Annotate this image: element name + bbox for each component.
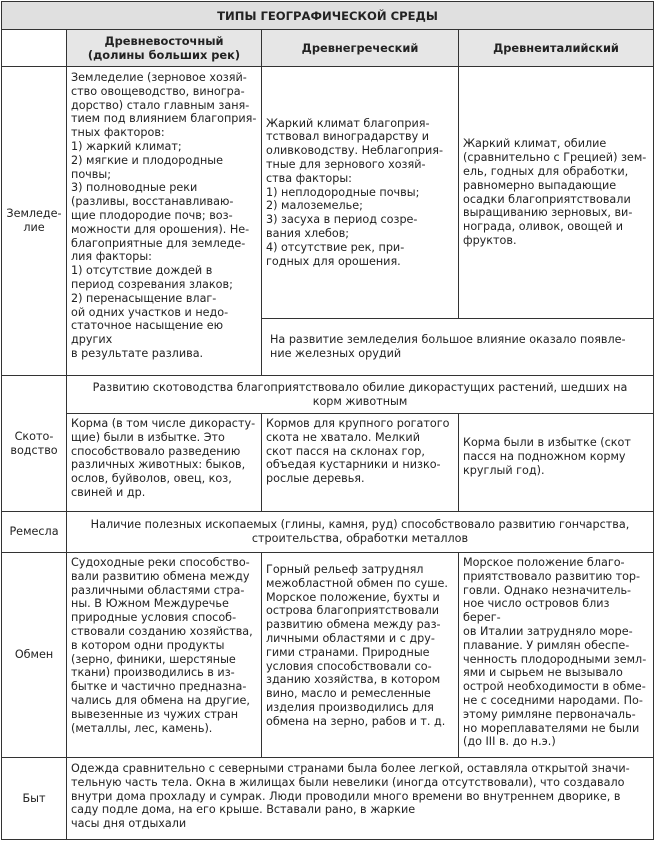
livestock-east: Корма (в том числе дикорасту- щие) были в избытке. Это способствовало разведению различных животных: быков, ослов, буйволов, овец, коз, свиней и др. xyxy=(66,413,262,512)
livestock-greek: Кормов для крупного рогатого скота не хватало. Мелкий скот пасся на склонах гор, объедая кустарники и низко- рослые деревья. xyxy=(261,413,459,512)
livestock-italic: Корма были в избытке (скот пасся на подножном корму круглый год). xyxy=(458,413,654,512)
agriculture-greek xyxy=(261,66,459,319)
corner-cell xyxy=(1,29,67,67)
exchange-greek: Горный рельеф затруднял межобластной обмен по суше. Морское положение, бухты и острова благоприятствовали развитию обмена между раз- личными областями и с дру- гими странами. Природные условия способствовали со- зданию хозяйства, в котором вино, масло и ремесленные изделия производились для обмена на зерно, рабов и т. д. xyxy=(261,552,459,758)
life-shared: Одежда сравнительно с северными странами была более легкой, оставляла открытой значи- тельную часть тела. Окна в жилищах были невелики (иногда отсутствовали), что создавало внутри дома прохладу и сумрак. Люди проводили много времени во внутреннем дворике, в саду подле дома, на его крыше. Вставали рано, в жаркие часы дня отдыхали xyxy=(66,757,654,840)
agriculture-italic-text: Жаркий климат, обилие (сравнительно с Грецией) зем- ель, годных для обработки, равномерно выпадающие осадки благоприятствовали выращиванию зерновых, ви- нограда, оливок, овощей и фруктов. xyxy=(463,137,647,247)
table-title: ТИПЫ ГЕОГРАФИЧЕСКОЙ СРЕДЫ xyxy=(1,1,654,30)
exchange-italic: Морское положение благо- приятствовало развитию тор- говли. Однако незначитель- ное число островов близ берег- ов Италии затрудняло море- плавание. У римлян обеспе- ченность плодородными земл- ями и сырьем не вызывало острой необходимости в обме- не с соседними народами. По- этому римляне первоначаль- но мореплавателями не были (до III в. до н.э.) xyxy=(458,552,654,758)
livestock-shared xyxy=(66,375,654,414)
row-label-life: Быт xyxy=(1,757,67,840)
column-header-italic: Древнеиталийский xyxy=(458,29,654,67)
agriculture-east: Земледелие (зерновое хозяй- ство овощеводство, виногра- дорство) стало главным заня- тием под влиянием благоприя- тных факторов: 1) жаркий климат; 2) мягкие и плодородные почвы; 3) полноводные реки (разливы, восстанавливаю- щие плодородие почв; воз- можности для орошения). Не- благоприятные для земледе- лия факторы: 1) отсутствие дождей в период созревания злаков; 2) перенасыщение влаг- ой одних участков и недо- статочное насыщение ею других в результате разлива. xyxy=(66,66,262,376)
exchange-east: Судоходные реки способство- вали развитию обмена между различными областями стра- ны. В Южном Междуречье природные условия способ- ствовали созданию хозяйства, в котором одни продукты (зерно, финики, шерстяные ткани) производились в из- бытке и частично предназна- чались для обмена на другие, вывезенные из чужих стран (металлы, лес, камень). xyxy=(66,552,262,758)
agriculture-shared xyxy=(261,318,654,376)
row-label-crafts: Ремесла xyxy=(1,511,67,553)
agriculture-italic xyxy=(458,66,654,319)
row-label-exchange: Обмен xyxy=(1,552,67,758)
agriculture-greek-text: Жаркий климат благоприя- тствовал виноградарству и оливководству. Неблагоприя- тные для зернового хозяй- ства факторы: 1) неплодородные почвы; 2) малоземелье; 3) засуха в период созре- вания хлебов; 4) отсутствие рек, при- годных для орошения. xyxy=(266,116,444,268)
agriculture-shared-text: На развитие земледелия большое влияние оказало появле- ние железных орудий xyxy=(270,333,626,360)
row-label-agriculture: Земледе- лие xyxy=(1,66,67,376)
column-header-greek: Древнегреческий xyxy=(261,29,459,67)
crafts-shared xyxy=(66,511,654,553)
column-header-east: Древневосточный (долины больших рек) xyxy=(66,29,262,67)
row-label-livestock: Ското- водство xyxy=(1,375,67,512)
crafts-shared-text: Наличие полезных ископаемых (глины, камня, руд) способствовало развитию гончарства, строительства, обработки металлов xyxy=(90,518,630,545)
livestock-shared-text: Развитию скотоводства благоприятствовало обилие дикорастущих растений, шедших на корм животным xyxy=(92,380,628,408)
